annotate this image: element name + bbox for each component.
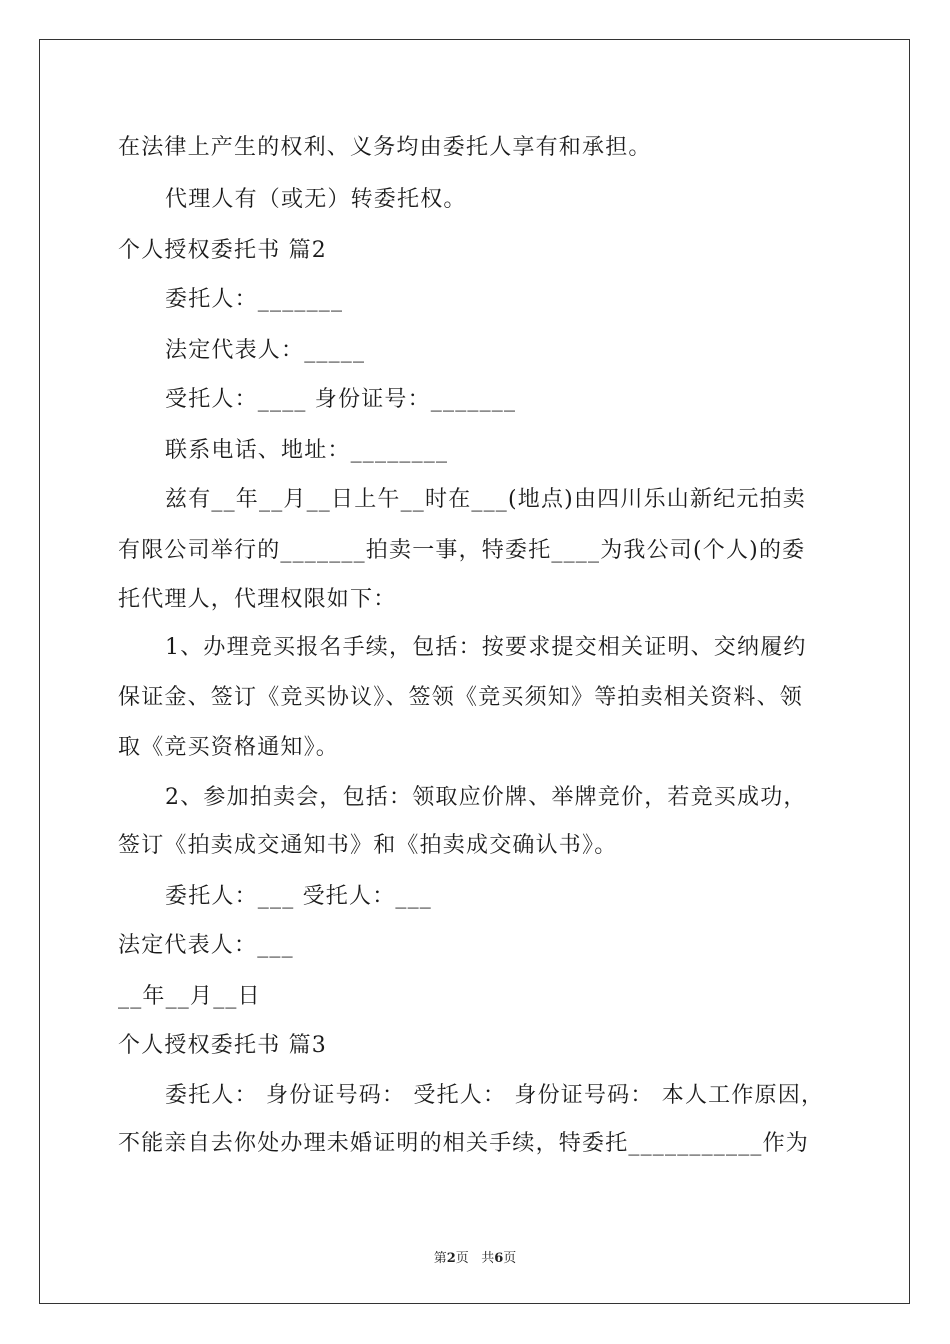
paragraph-line: 不能亲自去你处办理未婚证明的相关手续，特委托___________作为 bbox=[118, 1131, 810, 1156]
date-line: __年__月__日 bbox=[118, 984, 261, 1009]
section-heading: 个人授权委托书 篇3 bbox=[118, 1033, 327, 1058]
page-label-prefix: 第 bbox=[433, 1251, 447, 1266]
paragraph-line: 委托人： 身份证号码： 受托人： 身份证号码： 本人工作原因， bbox=[165, 1083, 825, 1108]
paragraph-line: 代理人有（或无）转委托权。 bbox=[165, 187, 467, 212]
field-agent-id: 受托人：____ 身份证号：_______ bbox=[165, 387, 517, 412]
paragraph-line: 兹有__年__月__日上午__时在___(地点)由四川乐山新纪元拍卖 bbox=[165, 487, 806, 512]
total-pages: 6 bbox=[494, 1251, 504, 1266]
paragraph-line: 托代理人，代理权限如下： bbox=[118, 587, 397, 612]
page-number: 2 bbox=[446, 1251, 456, 1266]
field-principal: 委托人：_______ bbox=[165, 287, 344, 312]
paragraph-line: 签订《拍卖成交通知书》和《拍卖成交确认书》。 bbox=[118, 833, 618, 858]
total-label-prefix: 共 bbox=[481, 1251, 495, 1266]
signature-line: 法定代表人：___ bbox=[118, 933, 294, 958]
field-contact: 联系电话、地址：________ bbox=[165, 438, 449, 463]
page-label-suffix: 页 bbox=[455, 1251, 469, 1266]
paragraph-line: 有限公司举行的_______拍卖一事，特委托____为我公司(个人)的委 bbox=[118, 538, 806, 563]
paragraph-line: 在法律上产生的权利、义务均由委托人享有和承担。 bbox=[118, 135, 652, 160]
page-border bbox=[39, 39, 910, 1304]
paragraph-line: 保证金、签订《竞买协议》、签领《竞买须知》等拍卖相关资料、领 bbox=[118, 685, 804, 710]
paragraph-line: 2、参加拍卖会，包括：领取应价牌、举牌竞价，若竞买成功， bbox=[165, 785, 807, 810]
field-legal-representative: 法定代表人：_____ bbox=[165, 338, 366, 363]
page-footer bbox=[0, 1247, 950, 1266]
paragraph-line: 取《竞买资格通知》。 bbox=[118, 735, 340, 760]
paragraph-line: 1、办理竞买报名手续，包括：按要求提交相关证明、交纳履约 bbox=[165, 635, 807, 660]
signature-line: 委托人：___ 受托人：___ bbox=[165, 884, 432, 909]
total-label-suffix: 页 bbox=[503, 1251, 517, 1266]
section-heading: 个人授权委托书 篇2 bbox=[118, 238, 327, 263]
